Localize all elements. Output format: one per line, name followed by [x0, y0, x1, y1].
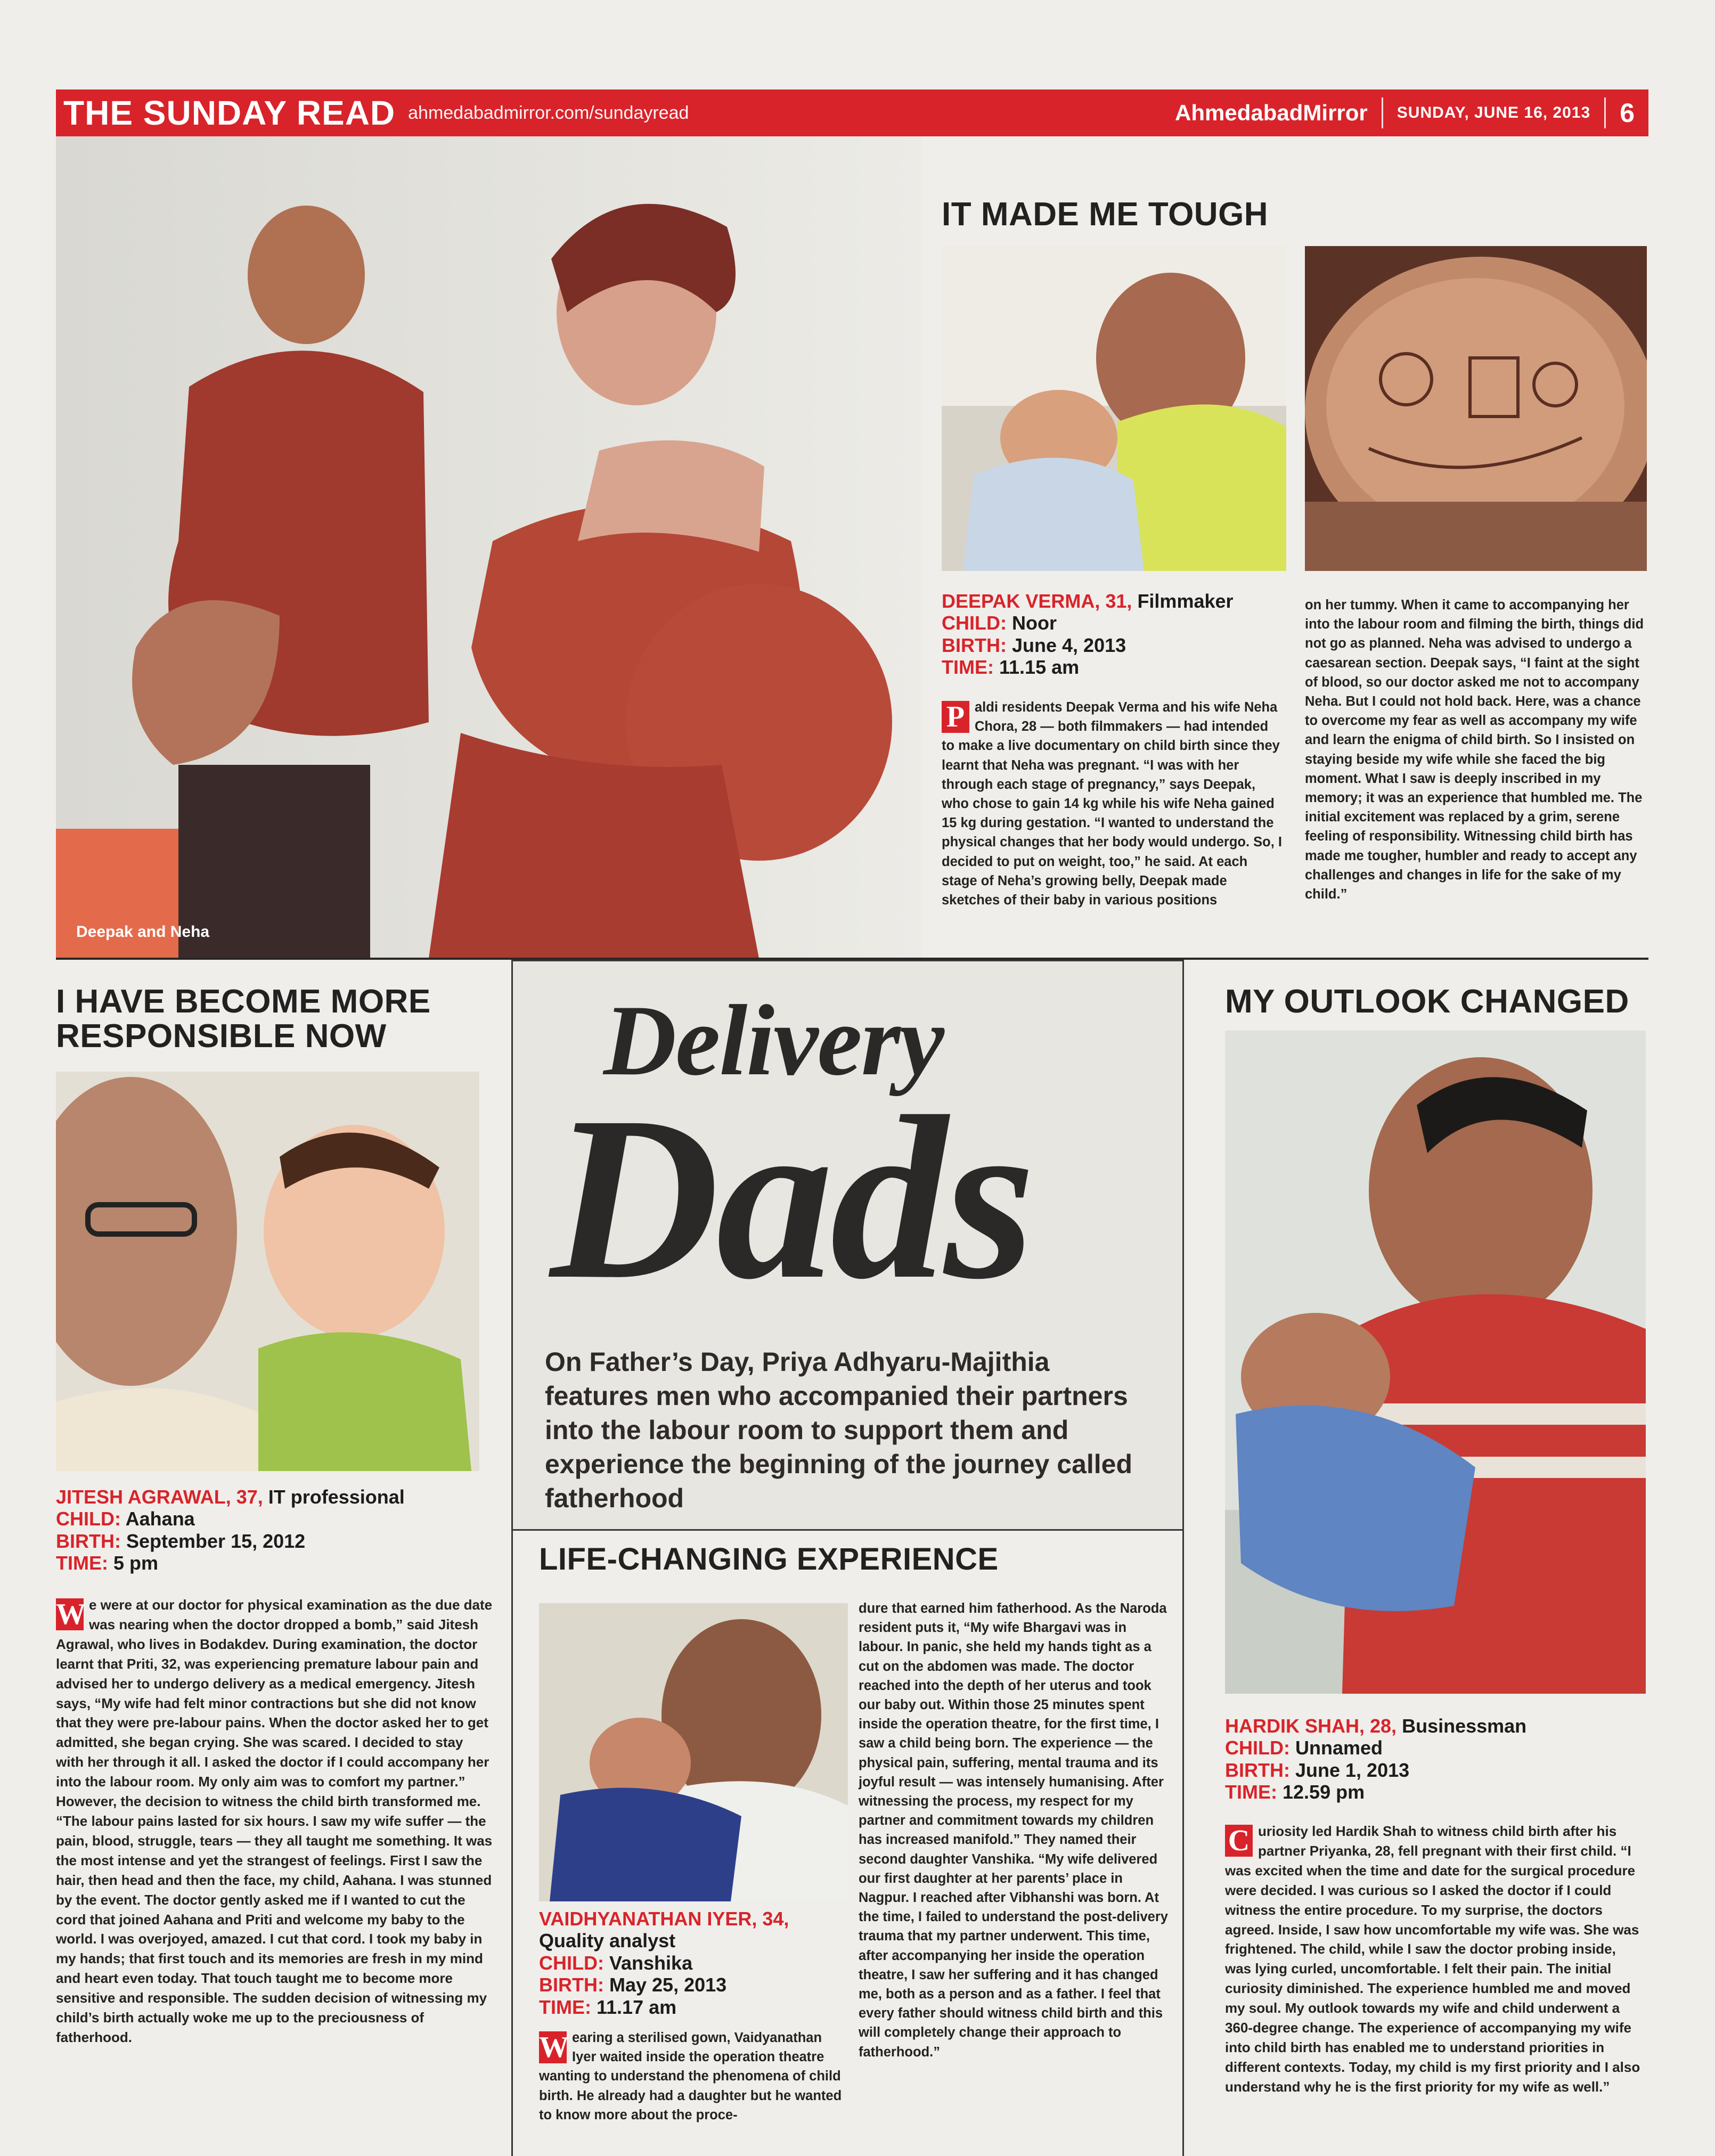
deck-text: On Father’s Day, Priya Adhyaru-Majithia features men who accompanied their partners into the labour room to support them and experience the beginning of the journey called fatherhood	[545, 1347, 1133, 1513]
jitesh-profile	[56, 1486, 405, 1574]
heading-it-made-me-tough: IT MADE ME TOUGH	[942, 196, 1269, 233]
body-text: dure that earned him fatherhood. As the Naroda resident puts it, “My wife Bhargavi was in labour. In panic, she held my hands tight as a cut on the abdomen was made. The doctor reached into the depth of her uterus and took our baby out. Within those 25 minutes spent inside the operation theatre, for the first time, I saw a child being born. The experience — the physical pain, suffering, mental trauma and its joyful result — was intensely humanising. After witnessing the process, my respect for my partner and commitment towards my children has increased manifold.” They named their second daughter Vanshika. “My wife delivered our first daughter at her parents’ place in Nagpur. I reached after Vibhanshi was born. At the time, I failed to understand the post-delivery trauma that my partner underwent. This time, after accompanying her inside the operation theatre, I saw her suffering and it has changed me, both as a person and as a father. I feel that every father should witness child birth and this will completely change their approach to fatherhood.”	[859, 1601, 1168, 2060]
deepak-body-col1	[942, 698, 1283, 910]
heading-outlook-changed: MY OUTLOOK CHANGED	[1225, 983, 1629, 1020]
profile-role: Filmmaker	[1137, 590, 1234, 612]
birth-label: BIRTH:	[942, 634, 1007, 656]
body-text: on her tummy. When it came to accompanying her into the labour room and filming the birth, things did not go as planned. Neha was advised to undergo a caesarean section. Deepak says, “I faint at the sight of blood, so our doctor asked me not to accompany Neha. But I could not hold back. Here, was a chance to overcome my fear as well as accompany my wife and learn the enigma of child birth. So I insisted on staying beside my wife while she faced the big moment. What I saw is deeply inscribed in my memory; it was an experience that humbled me. The initial excitement was replaced by a grim, serene feeling of responsibility. Witnessing child birth has made me tougher, humbler and ready to accept any challenges and changes in life for the sake of my child.”	[1305, 598, 1644, 902]
birth-value: June 1, 2013	[1295, 1759, 1410, 1781]
child-value: Vanshika	[609, 1951, 693, 1974]
paper-name: AhmedabadMirror	[1175, 100, 1368, 125]
vaidyanathan-photo	[539, 1603, 848, 1901]
page-number: 6	[1620, 98, 1635, 128]
section-title: THE SUNDAY READ	[63, 94, 396, 132]
body-text: earing a sterilised gown, Vaidyanathan Iyer waited inside the operation theatre wanting to understand the phenomena of child birth. He already had a daughter but he wanted to know more about the proce-	[539, 2030, 842, 2122]
hardik-body	[1225, 1822, 1646, 2097]
time-label: TIME:	[56, 1552, 108, 1574]
profile-name: DEEPAK VERMA, 31,	[942, 590, 1132, 612]
birth-label: BIRTH:	[539, 1974, 604, 1996]
profile-name: VAIDHYANATHAN IYER, 34,	[539, 1908, 789, 1930]
vaidyanathan-body-col2	[859, 1599, 1170, 2062]
time-label: TIME:	[942, 656, 994, 679]
profile-role: Quality analyst	[539, 1930, 676, 1952]
masthead-bar	[56, 89, 1648, 136]
heading-line: RESPONSIBLE NOW	[56, 1018, 387, 1055]
time-value: 5 pm	[113, 1552, 159, 1574]
jitesh-body	[56, 1595, 493, 2047]
deepak-baby-photo	[942, 246, 1286, 571]
birth-value: June 4, 2013	[1012, 634, 1126, 656]
divider	[1382, 97, 1383, 128]
birth-label: BIRTH:	[1225, 1759, 1290, 1781]
profile-name: JITESH AGRAWAL, 37,	[56, 1486, 263, 1508]
title-delivery: Delivery	[603, 985, 944, 1097]
vaidyanathan-profile	[539, 1908, 789, 2018]
issue-date: SUNDAY, JUNE 16, 2013	[1396, 104, 1591, 121]
drop-cap: W	[56, 1598, 86, 1631]
time-value: 11.17 am	[597, 1996, 677, 2018]
hardik-photo	[1225, 1031, 1646, 1694]
child-label: CHILD:	[539, 1951, 604, 1974]
profile-role: IT professional	[268, 1486, 405, 1508]
deepak-profile	[942, 590, 1234, 679]
body-text: aldi residents Deepak Verma and his wife Neha Chora, 28 — both filmmakers — had intended to make a live documentary on child birth since they learnt that Neha was pregnant. “I was with her through each stage of pregnancy,” says Deepak, who chose to gain 14 kg while his wife Neha gained 15 kg during gestation. “I wanted to understand the physical changes that her body would undergo. So, I decided to put on weight, too,” he said. At each stage of Neha’s growing belly, Deepak made sketches of their baby in various positions	[942, 700, 1282, 908]
time-value: 11.15 am	[999, 656, 1080, 679]
jitesh-photo	[56, 1072, 479, 1471]
section-url[interactable]: ahmedabadmirror.com/sundayread	[408, 102, 689, 123]
child-label: CHILD:	[942, 612, 1007, 634]
child-label: CHILD:	[56, 1508, 121, 1530]
time-label: TIME:	[539, 1996, 591, 2018]
title-dads: Dads	[550, 1068, 1032, 1328]
profile-role: Businessman	[1402, 1715, 1527, 1737]
profile-name: HARDIK SHAH, 28,	[1225, 1715, 1397, 1737]
child-label: CHILD:	[1225, 1737, 1290, 1759]
child-value: Aahana	[125, 1508, 195, 1530]
birth-value: May 25, 2013	[609, 1974, 727, 1996]
time-value: 12.59 pm	[1283, 1781, 1365, 1803]
divider	[1604, 97, 1606, 128]
vaidyanathan-body-col1	[539, 2028, 848, 2125]
heading-line: I HAVE BECOME MORE	[56, 983, 431, 1020]
hero-caption: Deepak and Neha	[76, 923, 210, 941]
drop-cap: P	[942, 701, 969, 733]
drop-cap: W	[539, 2031, 569, 2064]
deepak-body-col2	[1305, 595, 1646, 904]
hardik-profile	[1225, 1715, 1526, 1803]
child-value: Unnamed	[1295, 1737, 1383, 1759]
child-value: Noor	[1012, 612, 1057, 634]
hero-photo	[56, 136, 921, 958]
body-text: uriosity led Hardik Shah to witness child birth after his partner Priyanka, 28, fell pregnant with their first child. “I was excited when the time and date for the surgical procedure were decided. I was curious so I asked the doctor if I could witness the entire procedure. To my surprise, the doctors agreed. Inside, I saw how uncomfortable my wife was. She was frightened. The child, while I saw the doctor probing inside, was lying curled, uncomfortable. I felt their pain. The initial curiosity diminished. The experience humbled me and moved my soul. My outlook towards my wife and child underwent a 360-degree change. The experience of accompanying my wife into child birth has enabled me to understand priorities in different contexts. Today, my child is my first priority and I also understand why he is the first priority for my wife as well.”	[1225, 1823, 1640, 2095]
belly-sketch-photo	[1305, 246, 1647, 571]
birth-label: BIRTH:	[56, 1530, 121, 1552]
time-label: TIME:	[1225, 1781, 1277, 1803]
birth-value: September 15, 2012	[126, 1530, 306, 1552]
heading-life-changing: LIFE-CHANGING EXPERIENCE	[539, 1542, 999, 1577]
feature-title-box	[511, 960, 1184, 1531]
drop-cap: C	[1225, 1825, 1253, 1857]
heading-responsible	[56, 984, 431, 1054]
body-text: e were at our doctor for physical examination as the due date was nearing when the doctor dropped a bomb,” said Jitesh Agrawal, who lives in Bodakdev. During examination, the doctor learnt that Priti, 32, was experiencing premature labour pain and advised her to undergo delivery as a medical emergency. Jitesh says, “My wife had felt minor contractions but she did not know that they were pre-labour pains. When the doctor asked her to get admitted, she began crying. She was scared. I decided to stay with her through it all. I asked the doctor if I could accompany her into the labour room. My only aim was to comfort my partner.” However, the decision to witness the child birth transformed me. “The labour pains lasted for six hours. I saw my wife suffer — the pain, blood, struggle, tears — they all taught me something. It was the most intense and yet the strangest of feelings. First I saw the hair, then head and then the face, my child, Aahana. I was stunned by the event. The doctor gently asked me if I wanted to cut the cord that joined Aahana and Priti and welcome my baby to the world. I was overjoyed, amazed. I cut that cord. I took my baby in my hands; that first touch and its memories are fresh in my mind and heart even today. That touch taught me to become more sensitive and responsible. The sudden decision of witnessing my child’s birth actually woke me up to the preciousness of fatherhood.	[56, 1597, 493, 2045]
